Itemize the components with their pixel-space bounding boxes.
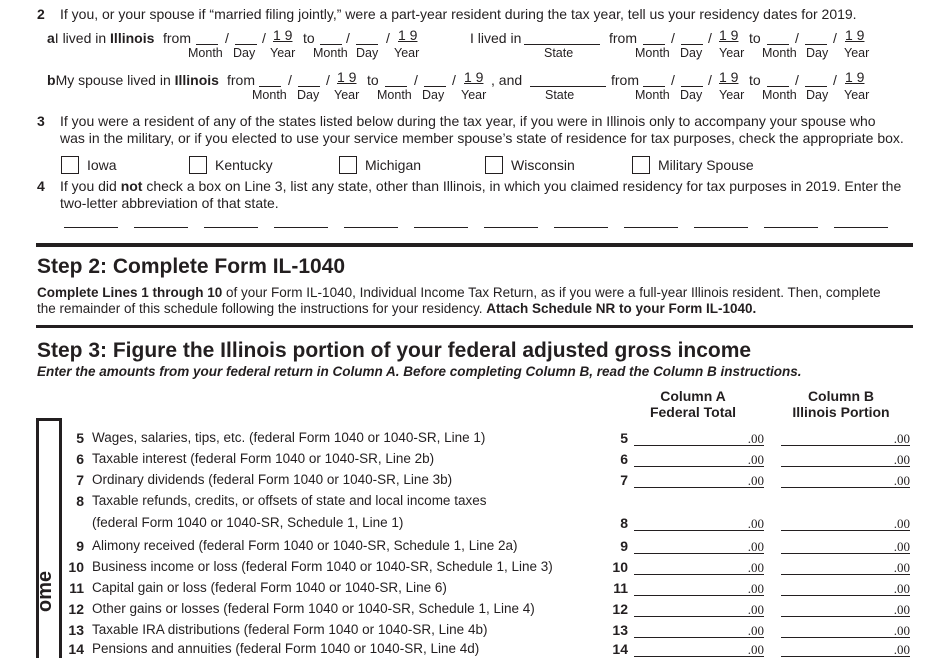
year-field[interactable]: 1 9 [719,27,739,43]
year-field[interactable]: 1 9 [273,27,293,43]
line-5-number: 5 [76,430,84,446]
line-9-description: Alimony received (federal Form 1040 or 1040-SR, Schedule 1, Line 2a) [92,538,518,553]
state-abbrev-field[interactable] [554,227,608,228]
year-field[interactable]: 1 9 [398,27,418,43]
line-7-description: Ordinary dividends (federal Form 1040 or 1040-SR, Line 3b) [92,472,453,487]
state-abbrev-field[interactable] [64,227,118,228]
state-abbrev-field[interactable] [764,227,818,228]
day-field[interactable] [681,86,703,87]
line-8-ref-number: 8 [620,515,628,531]
state-abbrev-field[interactable] [134,227,188,228]
year-field[interactable]: 1 9 [845,27,865,43]
iowa-checkbox[interactable] [61,156,79,174]
line-13-column-b-value: .00 [893,623,910,638]
day-field[interactable] [356,44,378,45]
line-11-description: Capital gain or loss (federal Form 1040 or 1040-SR, Line 6) [92,580,447,595]
line-5-column-a-value: .00 [747,431,764,446]
military-spouse-label: Military Spouse [658,157,754,173]
state-abbrev-field[interactable] [204,227,258,228]
wisconsin-label: Wisconsin [511,157,575,173]
month-field[interactable] [767,86,789,87]
wisconsin-checkbox[interactable] [485,156,503,174]
line-9-number: 9 [76,538,84,554]
step-2-body-1: Complete Lines 1 through 10 of your Form IL-1040, Individual Income Tax Return, as if you were a full-year Illinois resident. Then, complete [37,285,881,300]
line-14-column-a-value: .00 [747,642,764,657]
line-6-number: 6 [76,451,84,467]
line-3-text-1: If you were a resident of any of the states listed below during the tax year, if you were in Illinois only to accompany your spouse who [60,113,876,129]
military-spouse-checkbox[interactable] [632,156,650,174]
line-4-text-1: If you did not check a box on Line 3, list any state, other than Illinois, in which you claimed residency for tax purposes in 2019. Enter the [60,178,902,194]
line-14-ref-number: 14 [612,641,628,657]
line-2a-text: aI lived in Illinois [47,30,155,46]
state-field[interactable] [524,44,600,45]
line-12-ref-number: 12 [612,601,628,617]
year-field[interactable]: 1 9 [337,69,357,85]
line-8-column-b-value: .00 [893,516,910,531]
day-field[interactable] [805,86,827,87]
line-6-column-a-value: .00 [747,452,764,467]
section-divider [36,325,913,328]
state-abbrev-field[interactable] [484,227,538,228]
month-field[interactable] [643,44,665,45]
line-2b-text: bMy spouse lived in Illinois [47,72,219,88]
line-11-ref-number: 11 [613,580,628,596]
line-14-column-b-value: .00 [893,642,910,657]
line-7-number: 7 [76,472,84,488]
line-13-number: 13 [68,622,84,638]
michigan-checkbox[interactable] [339,156,357,174]
month-field[interactable] [643,86,665,87]
line-4-number: 4 [37,178,45,194]
line-3-text-2: was in the military, or if you elected to use your service member spouse’s state of residence for tax purposes, check the appropriate box. [60,130,904,146]
line-11-number: 11 [69,580,84,596]
iowa-label: Iowa [87,157,117,173]
kentucky-label: Kentucky [215,157,273,173]
month-field[interactable] [767,44,789,45]
line-2b-label: b [47,72,56,88]
line-7-column-b-value: .00 [893,473,910,488]
month-field[interactable] [196,44,218,45]
line-5-column-b-value: .00 [893,431,910,446]
step-2-body-2: the remainder of this schedule following the instructions for your residency. Attach Schedule NR to your Form IL-1040. [37,301,757,316]
line-7-column-a-value: .00 [747,473,764,488]
line-12-column-a-value: .00 [747,602,764,617]
line-2a-label: a [47,30,55,46]
line-9-column-b-value: .00 [893,539,910,554]
line-7-ref-number: 7 [620,472,628,488]
line-6-column-b-value: .00 [893,452,910,467]
line-12-number: 12 [68,601,84,617]
line-14-description: Pensions and annuities (federal Form 1040 or 1040-SR, Line 4d) [92,641,480,656]
line-5-ref-number: 5 [620,430,628,446]
day-field[interactable] [424,86,446,87]
year-field[interactable]: 1 9 [845,69,865,85]
day-field[interactable] [298,86,320,87]
line-4-text-2: two-letter abbreviation of that state. [60,195,279,211]
line-6-ref-number: 6 [620,451,628,467]
spouse-state-field[interactable] [530,86,606,87]
kentucky-checkbox[interactable] [189,156,207,174]
column-b-header: Column B Illinois Portion [792,388,890,420]
line-12-column-b-value: .00 [893,602,910,617]
state-abbrev-field[interactable] [344,227,398,228]
state-abbrev-field[interactable] [694,227,748,228]
line-13-ref-number: 13 [612,622,628,638]
income-side-tab [36,418,62,658]
line-2-text: If you, or your spouse if “married filing jointly,” were a part-year resident during the tax year, tell us your residency dates for 2019. [60,6,857,22]
column-a-header: Column A Federal Total [649,388,737,420]
line-10-ref-number: 10 [612,559,628,575]
line-10-description: Business income or loss (federal Form 1040 or 1040-SR, Schedule 1, Line 3) [92,559,553,574]
income-side-label: ome [34,570,56,612]
line-10-number: 10 [68,559,84,575]
state-abbrev-field[interactable] [414,227,468,228]
line-14-number: 14 [68,641,84,657]
state-abbrev-field[interactable] [274,227,328,228]
line-11-column-a-value: .00 [747,581,764,596]
line-2-number: 2 [37,6,45,22]
day-field[interactable] [805,44,827,45]
line-12-description: Other gains or losses (federal Form 1040 or 1040-SR, Schedule 1, Line 4) [92,601,535,616]
step-3-subtitle: Enter the amounts from your federal return in Column A. Before completing Column B, read the Column B instructions. [37,364,802,379]
line-8-description-2: (federal Form 1040 or 1040-SR, Schedule 1, Line 1) [92,515,404,530]
line-11-column-b-value: .00 [893,581,910,596]
line-3-number: 3 [37,113,45,129]
day-field[interactable] [235,44,257,45]
section-divider [36,243,913,247]
line-8-column-a-value: .00 [747,516,764,531]
month-field[interactable] [385,86,407,87]
line-9-column-a-value: .00 [747,539,764,554]
line-8-description: Taxable refunds, credits, or offsets of state and local income taxes [92,493,487,508]
step-3-title: Step 3: Figure the Illinois portion of your federal adjusted gross income [37,339,752,362]
month-field[interactable] [320,44,342,45]
line-13-column-a-value: .00 [747,623,764,638]
lived-in-label: I lived in [470,30,522,46]
from-label: from [163,30,191,46]
year-field[interactable]: 1 9 [464,69,484,85]
month-field[interactable] [259,86,281,87]
line-9-ref-number: 9 [620,538,628,554]
line-5-description: Wages, salaries, tips, etc. (federal Form 1040 or 1040-SR, Line 1) [92,430,486,445]
year-field[interactable]: 1 9 [719,69,739,85]
line-6-description: Taxable interest (federal Form 1040 or 1040-SR, Line 2b) [92,451,435,466]
michigan-label: Michigan [365,157,422,173]
state-abbrev-field[interactable] [834,227,888,228]
line-10-column-a-value: .00 [747,560,764,575]
line-13-description: Taxable IRA distributions (federal Form 1040 or 1040-SR, Line 4b) [92,622,488,637]
day-field[interactable] [681,44,703,45]
line-10-column-b-value: .00 [893,560,910,575]
line-8-number: 8 [76,493,84,509]
step-2-title: Step 2: Complete Form IL-1040 [37,255,346,278]
state-abbrev-field[interactable] [624,227,678,228]
